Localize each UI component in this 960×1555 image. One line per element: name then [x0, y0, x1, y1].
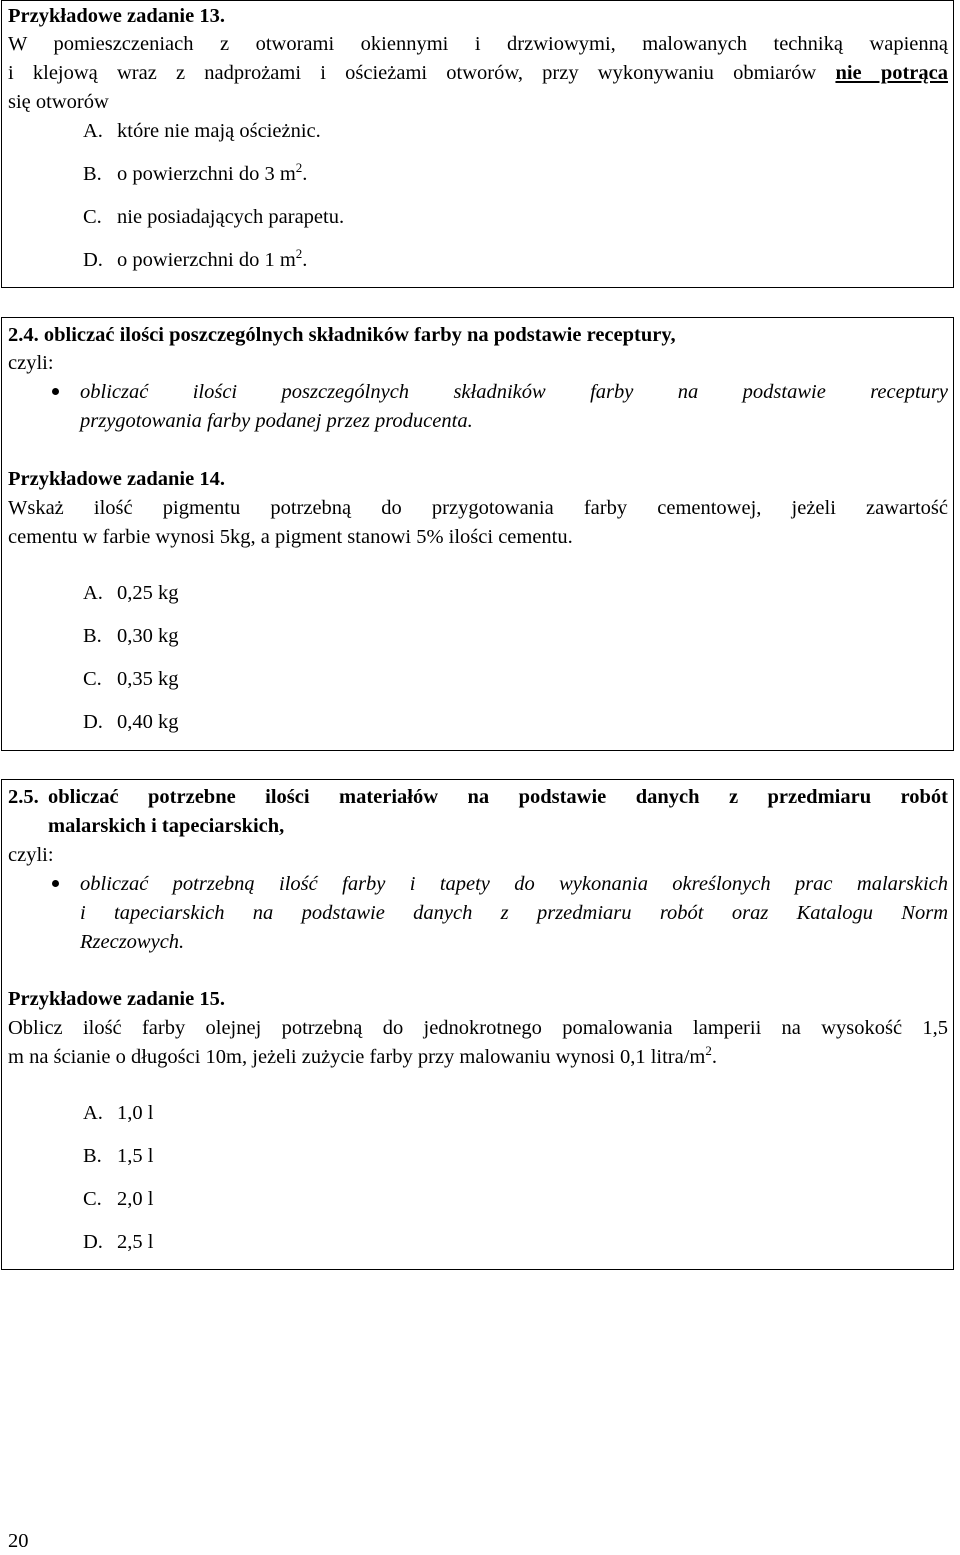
emphasis-nie-potraca: nie potrąca — [835, 62, 949, 84]
section-2-5-heading-line2: malarskich i tapeciarskich, — [48, 815, 285, 837]
task-15-option-c: C. 2,0 l — [83, 1188, 154, 1210]
task-15-line2: m na ścianie o długości 10m, jeżeli zużycie farby przy malowaniu wynosi 0,1 litra/$m^2$. — [8, 1043, 717, 1068]
page-number: 20 — [8, 1530, 29, 1552]
task-15-title: Przykładowe zadanie 15. — [8, 988, 225, 1010]
task-14-title: Przykładowe zadanie 14. — [8, 468, 225, 490]
task-13-line1: W pomieszczeniach z otworami okiennymi i drzwiowymi, malowanych techniką wapienną — [8, 33, 948, 55]
section-2-5-czyli: czyli: — [8, 844, 54, 866]
task-13-option-d: D. o powierzchni do 1 $m^2$. — [83, 246, 308, 271]
section-2-4-bullet-line1: obliczać ilości poszczególnych składników farby na podstawie receptury — [80, 381, 948, 403]
task-13-option-c: C. nie posiadających parapetu. — [83, 206, 345, 228]
task-13-option-a: A. które nie mają ościeżnic. — [83, 120, 321, 142]
task-14-line1: Wskaż ilość pigmentu potrzebną do przygotowania farby cementowej, jeżeli zawartość — [8, 497, 948, 519]
section-2-5-bullet-line1: obliczać potrzebną ilość farby i tapety do wykonania określonych prac malarskich — [80, 873, 948, 895]
section-2-5-bullet-line2: i tapeciarskich na podstawie danych z przedmiaru robót oraz Katalogu Norm — [80, 902, 948, 924]
task-13-title: Przykładowe zadanie 13. — [8, 5, 225, 27]
section-2-5-bullet-line3: Rzeczowych. — [80, 931, 185, 953]
section-2-4-bullet-line2: przygotowania farby podanej przez producenta. — [80, 410, 473, 432]
task-14-option-b: B. 0,30 kg — [83, 625, 179, 647]
task-14-line2: cementu w farbie wynosi 5kg, a pigment stanowi 5% ilości cementu. — [8, 526, 573, 548]
task-15-option-d: D. 2,5 l — [83, 1231, 154, 1253]
section-2-4-czyli: czyli: — [8, 352, 54, 374]
task-15-option-b: B. 1,5 l — [83, 1145, 154, 1167]
task-14-option-a: A. 0,25 kg — [83, 582, 179, 604]
task-14-option-d: D. 0,40 kg — [83, 711, 179, 733]
section-2-4-heading: 2.4. obliczać ilości poszczególnych składników farby na podstawie receptury, — [8, 324, 676, 346]
task-13-line2: i klejową wraz z nadprożami i ościeżami otworów, przy wykonywaniu obmiarów nie potrąca — [8, 62, 949, 84]
task-13-line3: się otworów — [8, 91, 109, 113]
bullet-dot — [52, 880, 59, 887]
task-14-option-c: C. 0,35 kg — [83, 668, 179, 690]
task-13-option-b: B. o powierzchni do 3 $m^2$. — [83, 160, 308, 185]
task-15-line1: Oblicz ilość farby olejnej potrzebną do jednokrotnego pomalowania lamperii na wysokość 1,5 — [8, 1017, 948, 1039]
bullet-dot — [52, 388, 59, 395]
task-15-option-a: A. 1,0 l — [83, 1102, 154, 1124]
section-2-5-heading-line1: obliczać potrzebne ilości materiałów na podstawie danych z przedmiaru robót — [48, 786, 948, 808]
section-2-5-number: 2.5. — [8, 786, 39, 808]
